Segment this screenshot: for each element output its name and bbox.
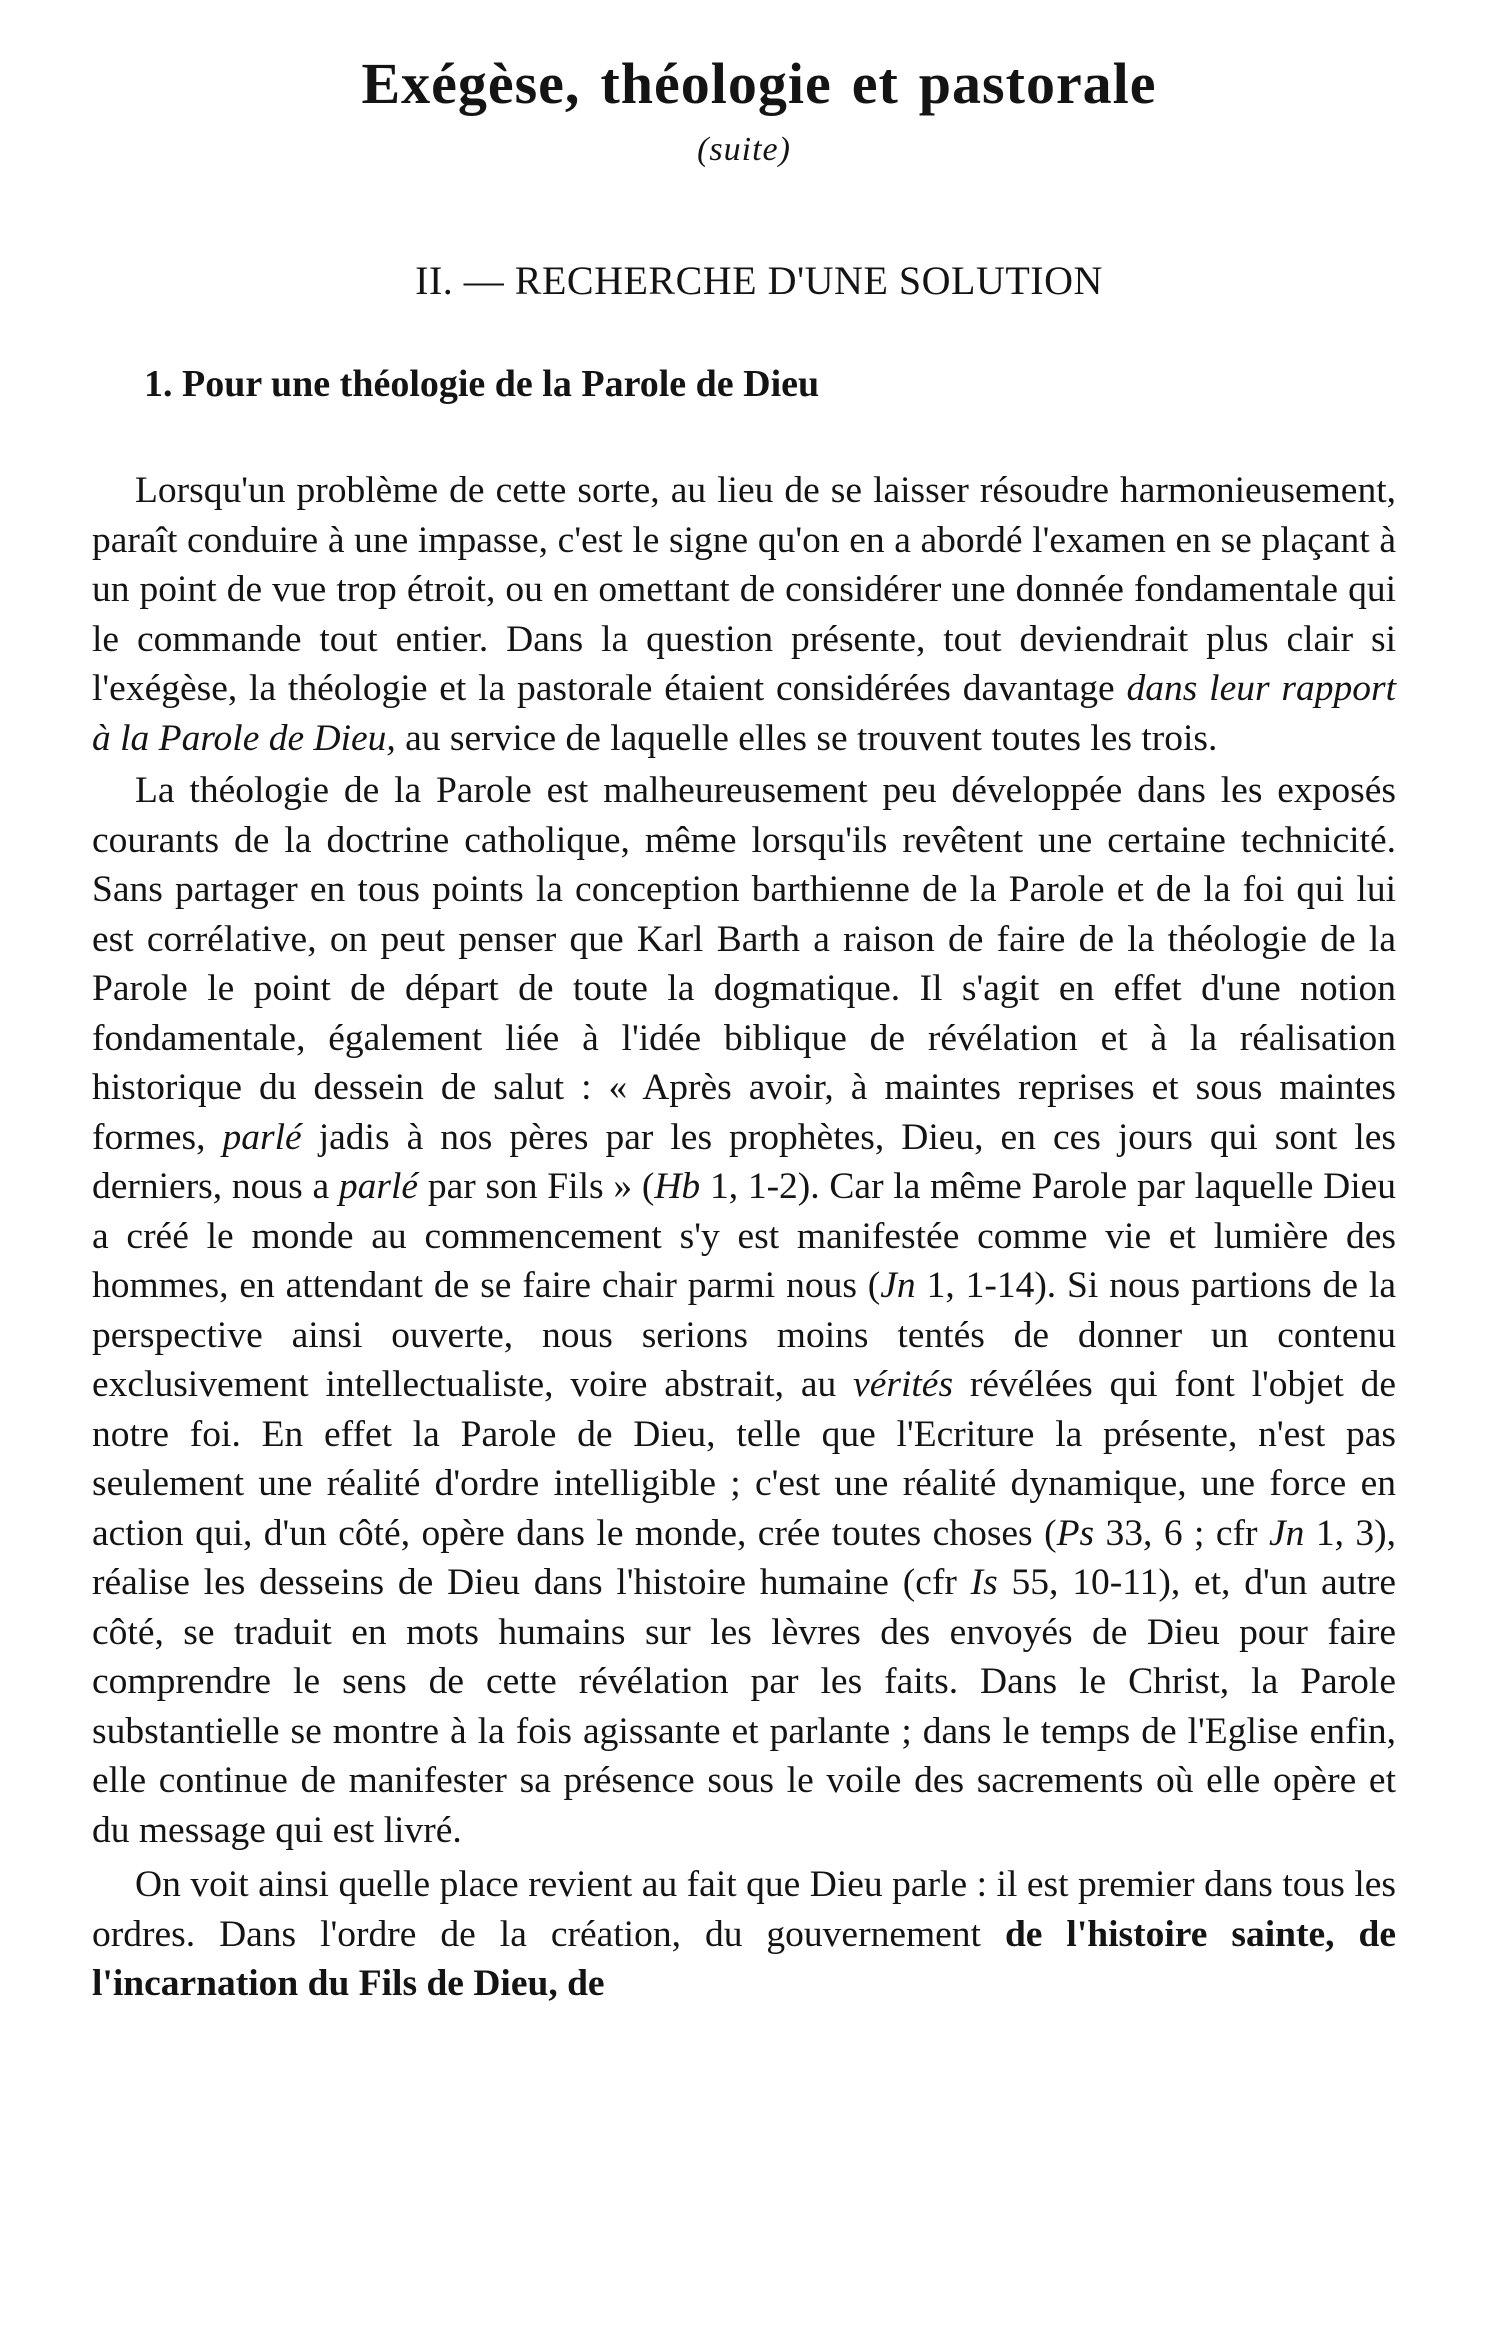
section-numeral: II. <box>415 258 454 303</box>
section-label: RECHERCHE D'UNE SOLUTION <box>514 258 1103 303</box>
subsection-heading <box>144 362 1396 406</box>
subsection-label: Pour une théologie de la Parole de Dieu <box>182 363 820 405</box>
article-subtitle: (suite) <box>697 131 791 168</box>
citation-book: Jn <box>880 1265 916 1306</box>
citation-book: Jn <box>1268 1512 1305 1554</box>
document-page <box>92 50 1396 2009</box>
bold-text: de l'histoire sainte, de l'incarnation du Fils de Dieu, de <box>92 1913 1396 2004</box>
emphasis: vérités <box>853 1364 954 1405</box>
article-body <box>92 466 1396 2009</box>
paragraph-3: On voit ainsi quelle place revient au fait que Dieu parle : il est premier dans tous les ordres. Dans l'ordre de la création, du gouvernement de l'histoire sainte, de l'incarnation du Fils de Dieu, de <box>92 1864 1396 2004</box>
citation-book: Is <box>970 1562 998 1603</box>
subsection-number: 1. <box>144 363 173 405</box>
paragraph-2: La théologie de la Parole est malheureusement peu développée dans les exposés courants de la doctrine catholique, même lorsqu'ils revêtent une certaine technicité. Sans partager en tous points la conception barthienne de la Parole et de la foi qui lui est corrélative, on peut penser que Karl Barth a raison de faire de la théologie de la Parole le point de départ de toute la dogmatique. Il s'agit en effet d'une notion fondamentale, également liée à l'idée biblique de révélation et à la réalisation historique du dessein de salut : « Après avoir, à maintes reprises et sous maintes formes, parlé jadis à nos pères par les prophètes, Dieu, en ces jours qui sont les derniers, nous a parlé par son Fils » (Hb 1, 1-2). Car la même Parole par laquelle Dieu a créé le monde au commencement s'y est manifestée comme vie et lumière des hommes, en attendant de se faire chair parmi nous (Jn 1, 1-14). Si nous partions de la perspective ainsi ouverte, nous serions moins tentés de donner un contenu exclusivement intellectualiste, voire abstrait, au vérités révélées qui font l'objet de notre foi. En effet la Parole de Dieu, telle que l'Ecriture la présente, n'est pas seulement une réalité d'ordre intelligible ; c'est une réalité dynamique, une force en action qui, d'un côté, opère dans le monde, crée toutes choses (Ps 33, 6 ; cfr Jn 1, 3), réalise les desseins de Dieu dans l'histoire humaine (cfr Is 55, 10-11), et, d'un autre côté, se traduit en mots humains sur les lèvres des envoyés de Dieu pour faire comprendre le sens de cette révélation par les faits. Dans le Christ, la Parole substantielle se montre à la fois agissante et parlante ; dans le temps de l'Eglise enfin, elle continue de manifester sa présence sous le voile des sacrements où elle opère et du message qui est livré. <box>92 770 1397 1851</box>
emphasis: parlé <box>222 1116 302 1158</box>
emphasis: parlé <box>338 1166 419 1207</box>
citation-book: Hb <box>654 1166 701 1207</box>
section-dash: — <box>463 258 505 303</box>
article-title: Exégèse, théologie et pastorale <box>361 51 1157 116</box>
emphasis: dans leur rapport à la Parole de Dieu, <box>92 668 1396 759</box>
section-heading <box>92 257 1396 304</box>
paragraph-1: Lorsqu'un problème de cette sorte, au lieu de se laisser résoudre harmonieusement, paraît conduire à une impasse, c'est le signe qu'on en a abordé l'examen en se plaçant à un point de vue trop étroit, ou en omettant de considérer une donnée fondamentale qui le commande tout entier. Dans la question présente, tout deviendrait plus clair si l'exégèse, la théologie et la pastorale étaient considérées davantage dans leur rapport à la Parole de Dieu, au service de laquelle elles se trouvent toutes les trois. <box>92 470 1396 759</box>
citation-book: Ps <box>1056 1512 1095 1554</box>
